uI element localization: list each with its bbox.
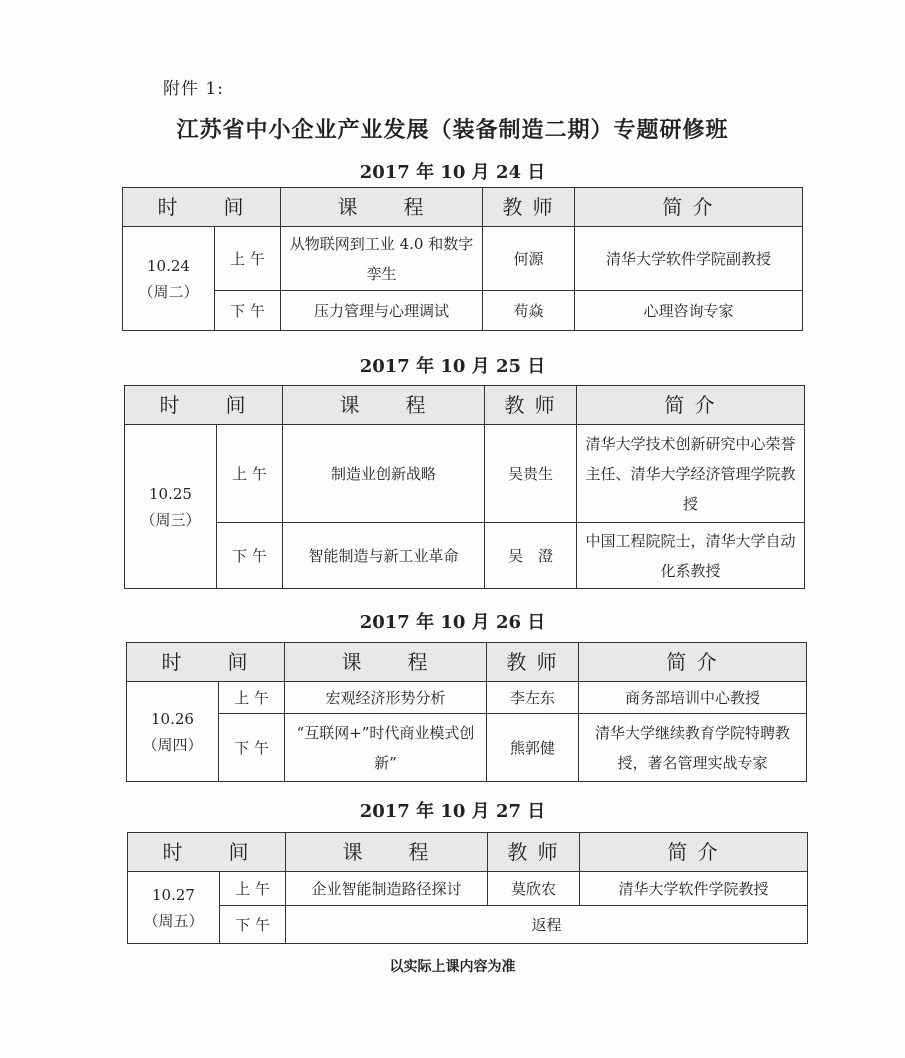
am-label: 上 午 <box>215 227 281 291</box>
header-intro: 简 介 <box>577 386 805 425</box>
header-course: 课 程 <box>283 386 485 425</box>
am-label: 上 午 <box>220 872 286 906</box>
return-trip-cell: 返程 <box>286 906 808 944</box>
header-course: 课 程 <box>286 833 488 872</box>
table-row <box>125 523 805 589</box>
table-row <box>127 714 807 782</box>
header-teacher: 教 师 <box>487 643 579 682</box>
course: “互联网+”时代商业模式创新” <box>285 714 487 782</box>
am-label: 上 午 <box>217 425 283 523</box>
footnote: 以实际上课内容为准 <box>389 959 516 975</box>
day-4-date-heading: 2017 年 10 月 27 日 <box>359 801 546 822</box>
date: 10.27 <box>152 885 195 904</box>
table-row <box>128 872 808 906</box>
pm-label: 下 午 <box>217 523 283 589</box>
pm-label: 下 午 <box>220 906 286 944</box>
header-time: 时 间 <box>123 188 281 227</box>
header-course: 课 程 <box>281 188 483 227</box>
schedule-table-day-3 <box>126 642 807 782</box>
day-2-date-heading: 2017 年 10 月 25 日 <box>359 356 546 377</box>
weekday: （周四） <box>142 735 203 754</box>
intro: 中国工程院院士，清华大学自动化系教授 <box>577 523 805 589</box>
weekday: （周二） <box>138 282 199 301</box>
table-row <box>125 425 805 523</box>
table-header-row <box>127 643 807 682</box>
teacher: 熊郭健 <box>487 714 579 782</box>
table-row <box>123 227 803 291</box>
header-course: 课 程 <box>285 643 487 682</box>
attachment-label: 附件 1: <box>163 79 224 99</box>
header-teacher: 教 师 <box>488 833 580 872</box>
teacher: 苟焱 <box>483 291 575 331</box>
table-row <box>127 682 807 714</box>
intro: 清华大学继续教育学院特聘教授，著名管理实战专家 <box>579 714 807 782</box>
header-teacher: 教 师 <box>483 188 575 227</box>
intro: 清华大学技术创新研究中心荣誉主任、清华大学经济管理学院教授 <box>577 425 805 523</box>
header-intro: 简 介 <box>580 833 808 872</box>
course: 智能制造与新工业革命 <box>283 523 485 589</box>
intro: 商务部培训中心教授 <box>579 682 807 714</box>
intro: 清华大学软件学院教授 <box>580 872 808 906</box>
header-teacher: 教 师 <box>485 386 577 425</box>
header-intro: 简 介 <box>579 643 807 682</box>
course: 宏观经济形势分析 <box>285 682 487 714</box>
teacher: 吴 澄 <box>485 523 577 589</box>
date-cell <box>128 872 220 944</box>
table-header-row <box>128 833 808 872</box>
pm-label: 下 午 <box>215 291 281 331</box>
day-3-date-heading: 2017 年 10 月 26 日 <box>359 612 546 633</box>
intro: 清华大学软件学院副教授 <box>575 227 803 291</box>
date: 10.24 <box>147 256 190 275</box>
header-time: 时 间 <box>128 833 286 872</box>
course: 从物联网到工业 4.0 和数字孪生 <box>281 227 483 291</box>
date-cell <box>125 425 217 589</box>
day-1-date-heading: 2017 年 10 月 24 日 <box>359 162 546 183</box>
schedule-table-day-4 <box>127 832 808 944</box>
table-header-row <box>125 386 805 425</box>
course: 制造业创新战略 <box>283 425 485 523</box>
table-row <box>123 291 803 331</box>
intro: 心理咨询专家 <box>575 291 803 331</box>
header-time: 时 间 <box>125 386 283 425</box>
pm-label: 下 午 <box>219 714 285 782</box>
date: 10.26 <box>151 709 194 728</box>
weekday: （周五） <box>143 911 204 930</box>
teacher: 李左东 <box>487 682 579 714</box>
date-cell <box>123 227 215 331</box>
teacher: 吴贵生 <box>485 425 577 523</box>
date: 10.25 <box>149 484 192 503</box>
date-cell <box>127 682 219 782</box>
table-header-row <box>123 188 803 227</box>
am-label: 上 午 <box>219 682 285 714</box>
teacher: 何源 <box>483 227 575 291</box>
teacher: 莫欣农 <box>488 872 580 906</box>
schedule-table-day-2 <box>124 385 805 589</box>
header-intro: 简 介 <box>575 188 803 227</box>
weekday: （周三） <box>140 510 201 529</box>
schedule-table-day-1 <box>122 187 803 331</box>
course: 企业智能制造路径探讨 <box>286 872 488 906</box>
document-title: 江苏省中小企业产业发展（装备制造二期）专题研修班 <box>176 117 729 143</box>
course: 压力管理与心理调试 <box>281 291 483 331</box>
table-row <box>128 906 808 944</box>
header-time: 时 间 <box>127 643 285 682</box>
